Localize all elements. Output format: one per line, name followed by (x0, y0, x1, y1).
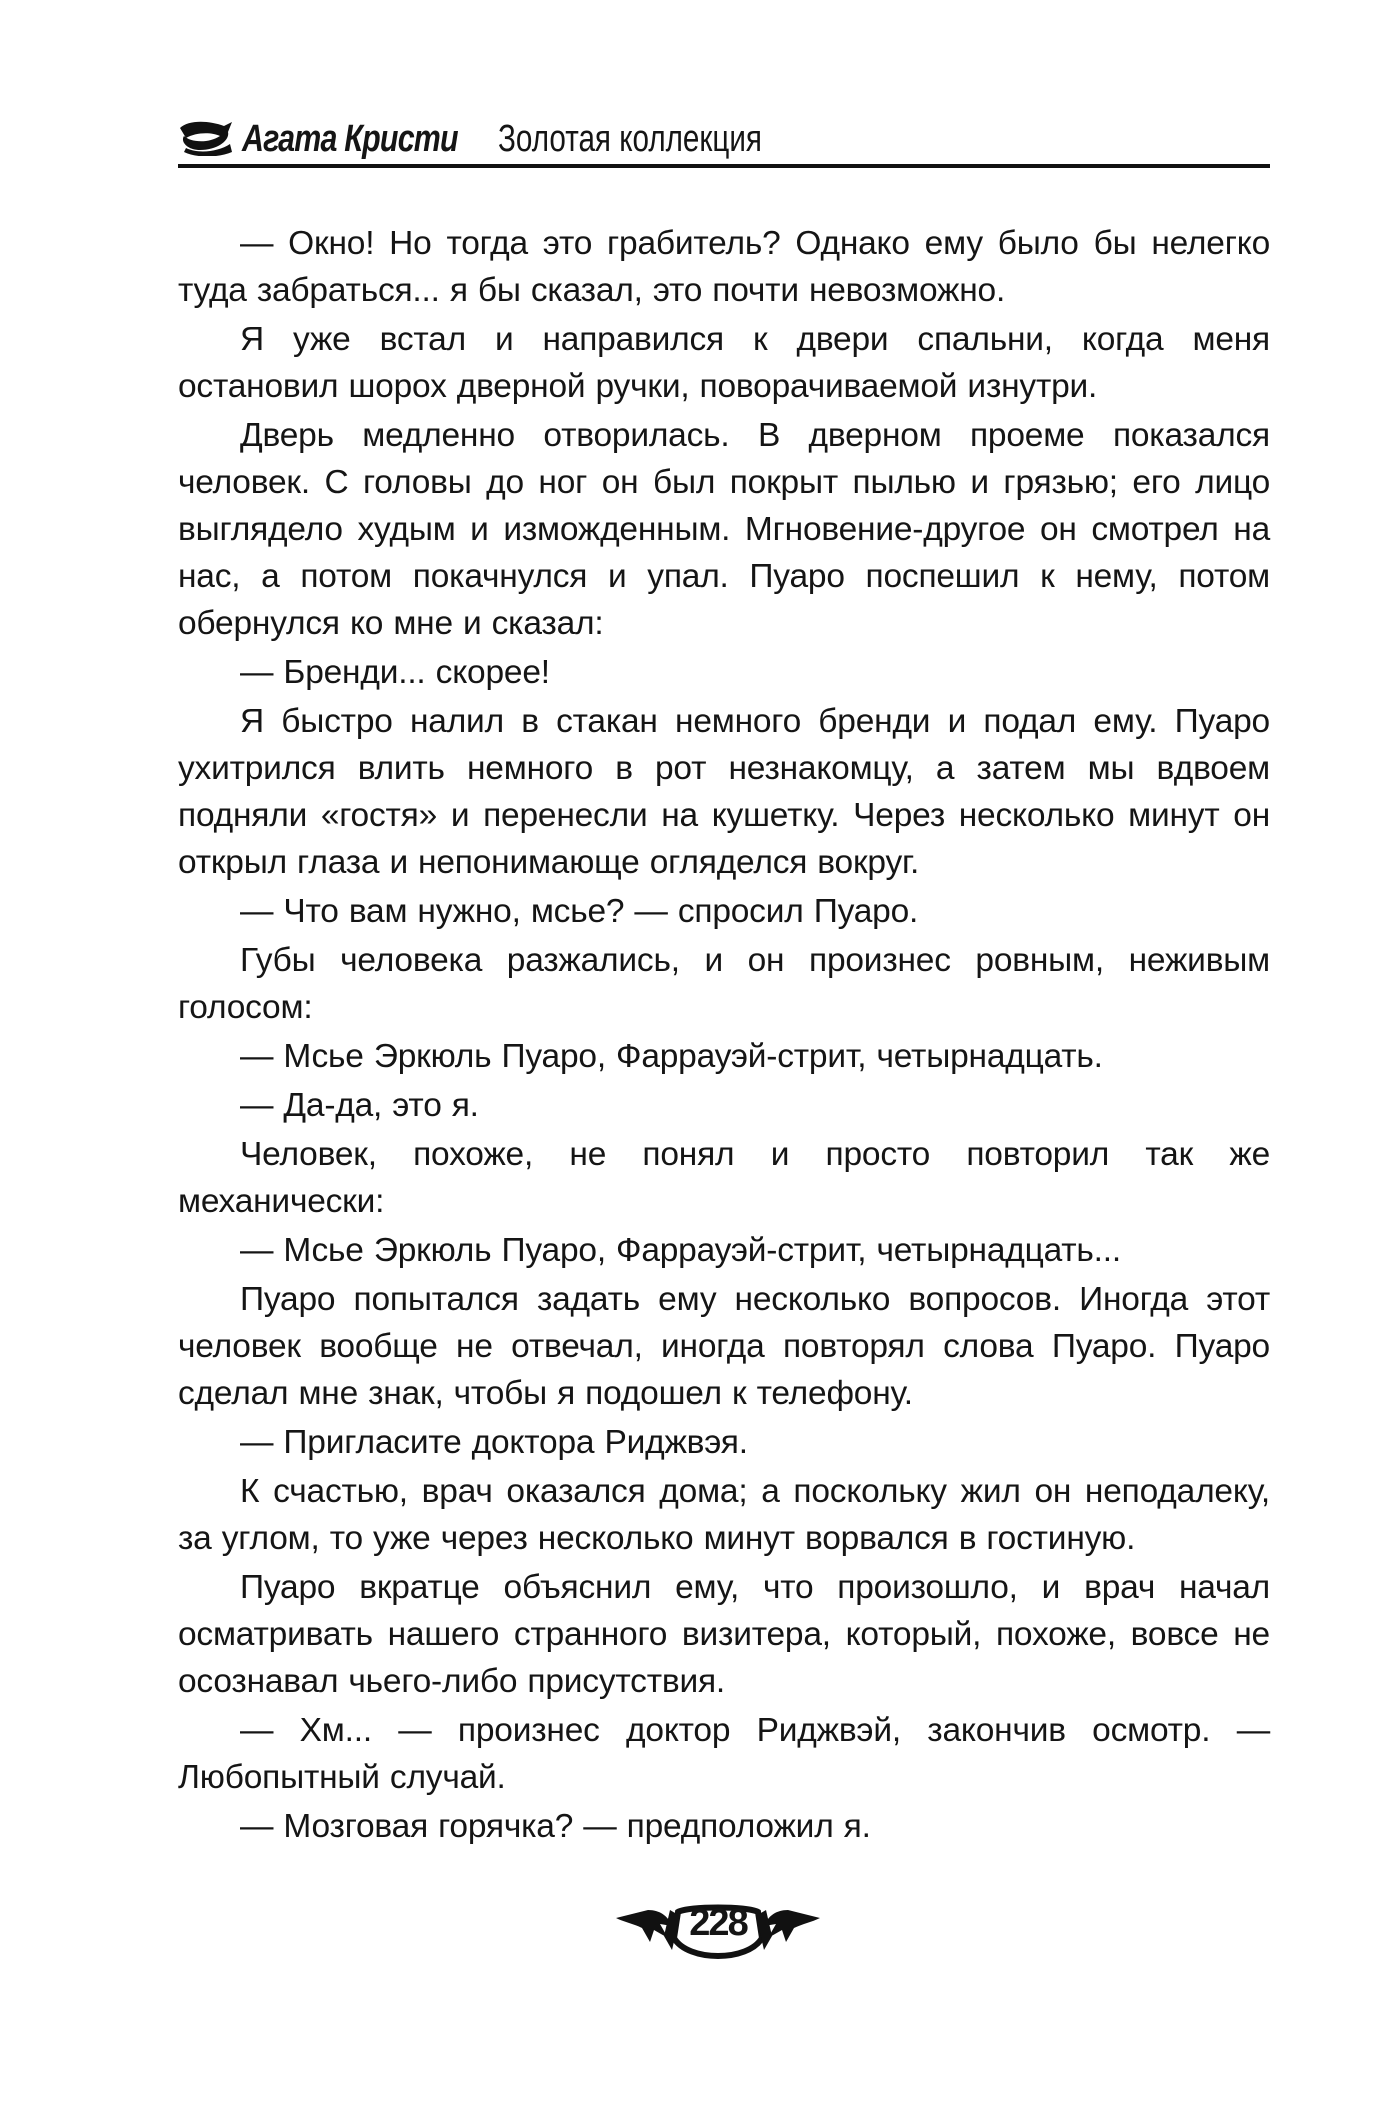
paragraph: К счастью, врач оказался дома; а поскольку жил он неподалеку, за углом, то уже через несколько минут ворвался в гостиную. (178, 1473, 1270, 1557)
body-text (178, 220, 1270, 1852)
paragraph: Я быстро налил в стакан немного бренди и подал ему. Пуаро ухитрился влить немного в рот незнакомцу, а затем мы вдвоем подняли «гостя» и перенесли на кушетку. Через несколько минут он открыл глаза и непонимающе огляделся вокруг. (178, 703, 1270, 881)
paragraph: Пуаро вкратце объяснил ему, что произошло, и врач начал осматривать нашего странного визитера, который, похоже, вовсе не осознавал чьего-либо присутствия. (178, 1569, 1270, 1700)
paragraph: — Мозговая горячка? — предположил я. (240, 1808, 871, 1845)
page-number-ornament (598, 1880, 838, 1980)
paragraph: — Мсье Эркюль Пуаро, Фаррауэй-стрит, четырнадцать. (240, 1038, 1103, 1075)
header-author: Агата Кристи (242, 118, 458, 160)
paragraph: — Что вам нужно, мсье? — спросил Пуаро. (240, 893, 919, 930)
paragraph: Я уже встал и направился к двери спальни, когда меня остановил шорох дверной ручки, поворачиваемой изнутри. (178, 321, 1270, 405)
header-series: Золотая коллекция (497, 118, 762, 160)
page-number: 228 (689, 1902, 747, 1944)
paragraph: — Окно! Но тогда это грабитель? Однако ему было бы нелегко туда забраться... я бы сказал, это почти невозможно. (178, 225, 1270, 309)
paragraph: Губы человека разжались, и он произнес ровным, неживым голосом: (178, 942, 1270, 1026)
paragraph: — Мсье Эркюль Пуаро, Фаррауэй-стрит, четырнадцать... (240, 1232, 1121, 1269)
paragraph: Дверь медленно отворилась. В дверном проеме показался человек. С головы до ног он был покрыт пылью и грязью; его лицо выглядело худым и изможденным. Мгновение-другое он смотрел на нас, а потом покачнулся и упал. Пуаро поспешил к нему, потом обернулся ко мне и сказал: (178, 417, 1270, 642)
paragraph: — Да-да, это я. (240, 1087, 479, 1124)
paragraph: Пуаро попытался задать ему несколько вопросов. Иногда этот человек вообще не отвечал, иногда повторял слова Пуаро. Пуаро сделал мне знак, чтобы я подошел к телефону. (178, 1281, 1270, 1412)
paragraph: — Бренди... скорее! (240, 654, 550, 691)
paragraph: Человек, похоже, не понял и просто повторил так же механически: (178, 1136, 1270, 1220)
paragraph: — Хм... — произнес доктор Риджвэй, закончив осмотр. — Любопытный случай. (178, 1712, 1270, 1796)
paragraph: — Пригласите доктора Риджвэя. (240, 1424, 748, 1461)
publisher-logo-icon (178, 118, 234, 156)
running-header (178, 112, 1270, 168)
